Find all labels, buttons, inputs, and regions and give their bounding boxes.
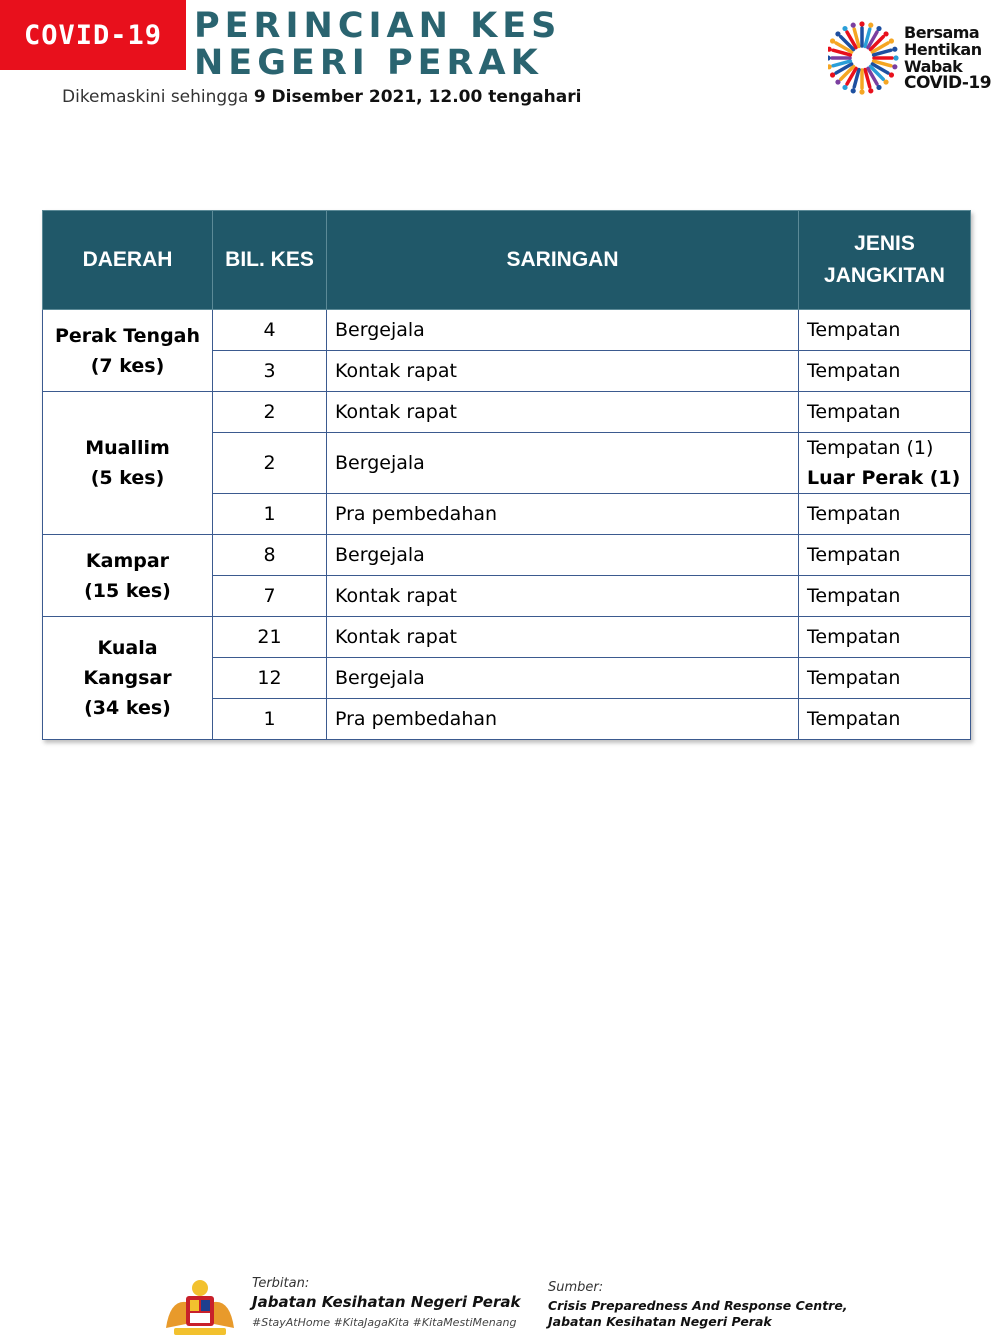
covid-badge <box>0 0 186 70</box>
table-header-row <box>43 211 971 310</box>
title-line-2: NEGERI PERAK <box>194 43 543 83</box>
table-row <box>43 310 971 351</box>
type-cell: Tempatan <box>799 576 971 617</box>
screening-cell: Bergejala <box>327 310 799 351</box>
table-row <box>43 617 971 658</box>
source-line-2: Jabatan Kesihatan Negeri Perak <box>548 1314 772 1329</box>
count-cell: 1 <box>213 494 327 535</box>
count-cell: 4 <box>213 310 327 351</box>
page-title <box>194 8 561 82</box>
publisher-label: Terbitan: <box>252 1276 310 1291</box>
case-table <box>42 210 971 740</box>
updated-timestamp <box>62 87 581 107</box>
count-cell: 12 <box>213 658 327 699</box>
logo-line-1: Bersama <box>904 23 980 42</box>
header-infection-type: JENIS JANGKITAN <box>799 211 971 310</box>
screening-cell: Kontak rapat <box>327 617 799 658</box>
screening-cell: Pra pembedahan <box>327 699 799 740</box>
type-cell: Tempatan <box>799 699 971 740</box>
hashtags: #StayAtHome #KitaJagaKita #KitaMestiMenang <box>252 1316 517 1329</box>
count-cell: 21 <box>213 617 327 658</box>
district-cell: Kampar (15 kes) <box>43 535 213 617</box>
table-row <box>43 535 971 576</box>
logo-line-3: Wabak <box>904 57 963 76</box>
count-cell: 8 <box>213 535 327 576</box>
logo-line-2: Hentikan <box>904 40 982 59</box>
footer <box>0 1276 1008 1344</box>
screening-cell: Kontak rapat <box>327 576 799 617</box>
updated-date: 9 Disember 2021, 12.00 tengahari <box>253 87 582 107</box>
source-label: Sumber: <box>548 1280 604 1295</box>
type-cell: Tempatan <box>799 310 971 351</box>
count-cell: 2 <box>213 392 327 433</box>
updated-prefix: Dikemaskini sehingga <box>62 87 254 107</box>
type-cell: Tempatan <box>799 494 971 535</box>
type-cell: Tempatan <box>799 658 971 699</box>
district-cell: Perak Tengah (7 kes) <box>43 310 213 392</box>
publisher-name: Jabatan Kesihatan Negeri Perak <box>252 1293 521 1311</box>
screening-cell: Bergejala <box>327 433 799 494</box>
badge-label: COVID-19 <box>23 19 163 51</box>
logo-text <box>904 24 991 92</box>
title-line-1: PERINCIAN KES <box>194 6 562 46</box>
type-cell: Tempatan <box>799 617 971 658</box>
screening-cell: Kontak rapat <box>327 351 799 392</box>
table-row <box>43 392 971 433</box>
header-district: DAERAH <box>43 211 213 310</box>
count-cell: 3 <box>213 351 327 392</box>
district-cell: Muallim (5 kes) <box>43 392 213 535</box>
header-screening: SARINGAN <box>327 211 799 310</box>
screening-cell: Bergejala <box>327 658 799 699</box>
logo-line-4: COVID-19 <box>904 73 992 93</box>
type-cell: Tempatan (1) Luar Perak (1) <box>799 433 971 494</box>
screening-cell: Bergejala <box>327 535 799 576</box>
screening-cell: Kontak rapat <box>327 392 799 433</box>
sunburst-logo-icon <box>828 18 900 100</box>
screening-cell: Pra pembedahan <box>327 494 799 535</box>
campaign-logo <box>828 18 998 100</box>
malaysia-crest-icon <box>160 1278 240 1340</box>
type-cell: Tempatan <box>799 535 971 576</box>
type-cell: Tempatan <box>799 392 971 433</box>
count-cell: 1 <box>213 699 327 740</box>
header-count: BIL. KES <box>213 211 327 310</box>
type-cell: Tempatan <box>799 351 971 392</box>
source-line-1: Crisis Preparedness And Response Centre, <box>548 1298 848 1313</box>
district-cell: Kuala Kangsar (34 kes) <box>43 617 213 740</box>
count-cell: 2 <box>213 433 327 494</box>
count-cell: 7 <box>213 576 327 617</box>
